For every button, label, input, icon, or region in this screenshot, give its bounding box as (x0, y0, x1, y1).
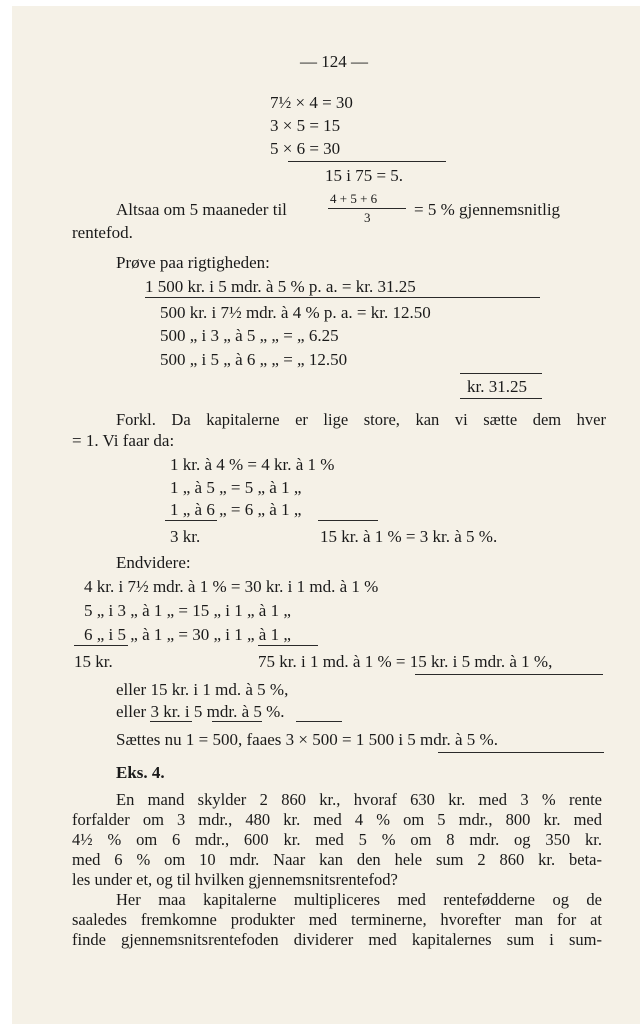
forkl-rule-left (165, 520, 217, 521)
mult-row: 7½ × 4 = 30 (270, 93, 353, 112)
forkl-total-right: 15 kr. à 1 % = 3 kr. à 5 %. (320, 527, 498, 546)
para-line: 4½ % om 6 mdr., 600 kr. med 5 % om 8 mdr. og 350 kr. (72, 830, 602, 849)
mult-row: 5 × 6 = 30 (270, 139, 341, 158)
saettes-underline (438, 752, 604, 753)
eller-line: eller 3 kr. i 5 mdr. à 5 %. (116, 702, 285, 721)
saettes-line: Sættes nu 1 = 500, faaes 3 × 500 = 1 500 i 5 mdr. à 5 %. (116, 730, 498, 749)
altsaa-result: = 5 % gjennemsnitlig (414, 200, 561, 219)
page-number: — 124 — (300, 52, 368, 71)
example-heading: Eks. 4. (116, 763, 165, 782)
eller-line: eller 15 kr. i 1 md. à 5 %, (116, 680, 289, 699)
mult-total: 15 i 75 = 5. (325, 166, 404, 185)
mult-sum-rule (288, 161, 446, 162)
para-line: saaledes fremkomne produkter med terminerne, hvorefter man for at (72, 910, 602, 929)
para-line: Her maa kapitalerne multipliceres med rentefødderne og de (116, 890, 602, 909)
prove-row: 500 „ i 3 „ à 5 „ „ = „ 6.25 (160, 326, 339, 345)
para-line: med 6 % om 10 mdr. Naar kan den hele sum 2 860 kr. beta- (72, 850, 602, 869)
forkl-rule-right (318, 520, 378, 521)
mult-row: 3 × 5 = 15 (270, 116, 341, 135)
eller-underline (150, 721, 192, 722)
para-line: En mand skylder 2 860 kr., hvoraf 630 kr. med 3 % rente (116, 790, 602, 809)
fraction-bar (328, 208, 406, 209)
prove-total-underline (460, 398, 542, 399)
endv-total-underline (415, 674, 603, 675)
prove-heading: Prøve paa rigtigheden: (116, 253, 270, 272)
prove-row: 1 500 kr. i 5 mdr. à 5 % p. a. = kr. 31.25 (145, 277, 416, 296)
prove-rule (145, 297, 540, 298)
para-line: les under et, og til hvilken gjennemsnitsrentefod? (72, 870, 398, 889)
endv-total-right: 75 kr. i 1 md. à 1 % = 15 kr. i 5 mdr. à 1 %, (258, 652, 553, 671)
altsaa-numerator: 4 + 5 + 6 (330, 191, 378, 206)
endv-rule-right (258, 645, 318, 646)
endv-rule-left (74, 645, 128, 646)
forkl-line: = 1. Vi faar da: (72, 431, 175, 450)
eller-underline (212, 721, 262, 722)
eller-underline (296, 721, 342, 722)
forkl-row: 1 „ à 6 „ = 6 „ à 1 „ (170, 500, 302, 519)
altsaa-text: Altsaa om 5 maaneder til (116, 200, 287, 219)
endv-total-left: 15 kr. (74, 652, 113, 671)
forkl-line: Forkl. Da kapitalerne er lige store, kan vi sætte dem hver (116, 410, 606, 429)
prove-row: 500 „ i 5 „ à 6 „ „ = „ 12.50 (160, 350, 348, 369)
para-line: finde gjennemsnitsrentefoden dividerer med kapitalernes sum i sum- (72, 930, 602, 949)
forkl-total-left: 3 kr. (170, 527, 201, 546)
forkl-row: 1 „ à 5 „ = 5 „ à 1 „ (170, 478, 302, 497)
altsaa-cont: rentefod. (72, 223, 133, 242)
prove-sum-rule (460, 373, 542, 374)
forkl-row: 1 kr. à 4 % = 4 kr. à 1 % (170, 455, 335, 474)
prove-total: kr. 31.25 (467, 377, 527, 396)
para-line: forfalder om 3 mdr., 480 kr. med 4 % om 5 mdr., 800 kr. med (72, 810, 602, 829)
endv-row: 4 kr. i 7½ mdr. à 1 % = 30 kr. i 1 md. à 1 % (84, 577, 379, 596)
endv-row: 6 „ i 5 „ à 1 „ = 30 „ i 1 „ à 1 „ (84, 625, 291, 644)
endvidere-label: Endvidere: (116, 553, 191, 572)
endv-row: 5 „ i 3 „ à 1 „ = 15 „ i 1 „ à 1 „ (84, 601, 291, 620)
altsaa-denominator: 3 (364, 210, 371, 225)
prove-row: 500 kr. i 7½ mdr. à 4 % p. a. = kr. 12.50 (160, 303, 431, 322)
